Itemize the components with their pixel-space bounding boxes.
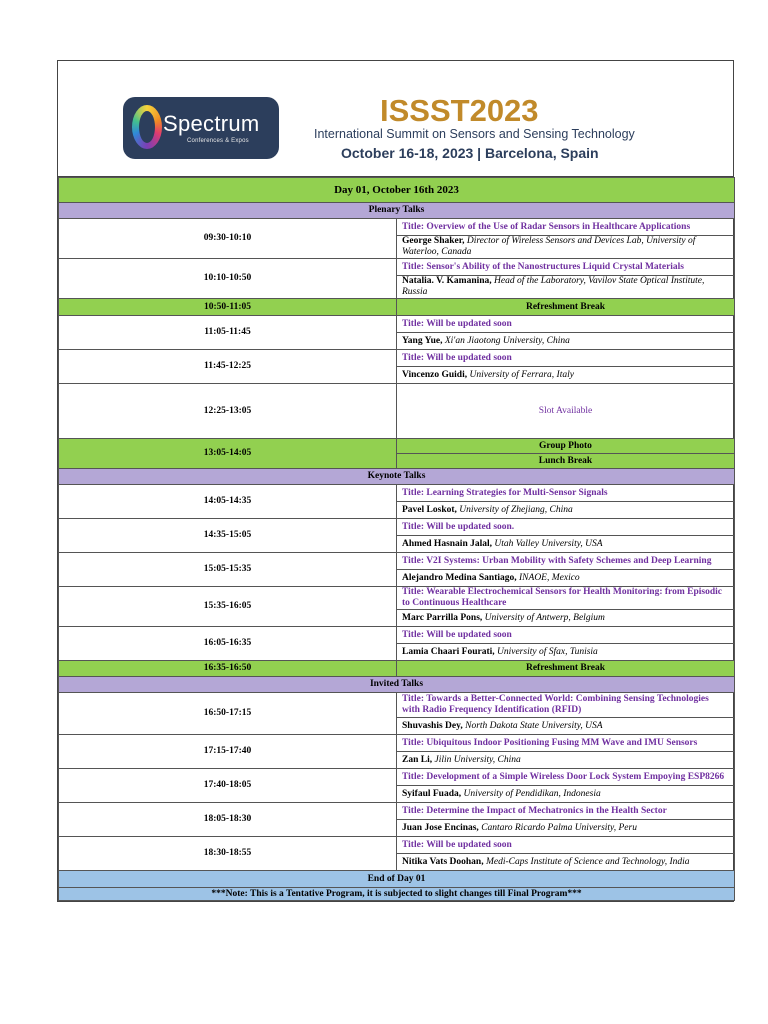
talk-title: Title: Development of a Simple Wireless Door Lock System Empoying ESP8266: [397, 769, 735, 786]
table-row: [59, 519, 735, 536]
speaker-cell: [397, 276, 735, 299]
speaker-name: Syifaul Fuada,: [402, 788, 462, 799]
talk-title: Title: Will be updated soon: [397, 837, 735, 854]
time-cell: 11:05-11:45: [59, 316, 397, 350]
speaker-affiliation: University of Pendidikan, Indonesia: [463, 788, 601, 799]
slot-row: [59, 384, 735, 439]
talk-title: Title: Will be updated soon: [397, 350, 735, 367]
talk-title: Title: Learning Strategies for Multi-Sensor Signals: [397, 485, 735, 502]
speaker-cell: [397, 718, 735, 735]
time-cell: 17:15-17:40: [59, 735, 397, 769]
time-cell: 18:30-18:55: [59, 837, 397, 871]
time-cell: 11:45-12:25: [59, 350, 397, 384]
break-row: [59, 299, 735, 316]
speaker-cell: [397, 236, 735, 259]
speaker-name: Marc Parrilla Pons,: [402, 612, 483, 623]
conference-date: October 16-18, 2023 | Barcelona, Spain: [341, 145, 599, 161]
time-cell: 14:05-14:35: [59, 485, 397, 519]
table-row: [59, 693, 735, 718]
time-cell: 16:50-17:15: [59, 693, 397, 735]
speaker-cell: [397, 786, 735, 803]
speaker-name: Vincenzo Guidi,: [402, 369, 468, 380]
speaker-cell: [397, 752, 735, 769]
speaker-affiliation: INAOE, Mexico: [519, 572, 580, 583]
schedule-table: [58, 177, 735, 901]
time-cell: 16:35-16:50: [59, 661, 397, 677]
note-row: [59, 888, 735, 901]
speaker-affiliation: Cantaro Ricardo Palma University, Peru: [481, 822, 637, 833]
table-row: [59, 316, 735, 333]
keynote-heading: Keynote Talks: [59, 469, 735, 485]
break-label: Refreshment Break: [397, 299, 735, 316]
speaker-affiliation: Xi'an Jiaotong University, China: [444, 335, 570, 346]
time-cell: 10:10-10:50: [59, 259, 397, 299]
table-row: [59, 587, 735, 610]
speaker-name: Ahmed Hasnain Jalal,: [402, 538, 493, 549]
table-row: [59, 735, 735, 752]
speaker-name: Yang Yue,: [402, 335, 443, 346]
conference-title: ISSST2023: [380, 93, 539, 128]
talk-title: Title: Will be updated soon: [397, 316, 735, 333]
time-cell: 15:05-15:35: [59, 553, 397, 587]
speaker-affiliation: Director of Wireless Sensors and Devices Lab, University of Waterloo, Canada: [402, 236, 696, 257]
speaker-name: Shuvashis Dey,: [402, 720, 463, 731]
speaker-cell: [397, 820, 735, 837]
speaker-cell: [397, 333, 735, 350]
table-row: [59, 350, 735, 367]
header: [58, 61, 733, 177]
day-heading: Day 01, October 16th 2023: [59, 178, 735, 203]
speaker-cell: [397, 610, 735, 627]
slot-label: Slot Available: [397, 384, 735, 439]
logo-subtext: Conferences & Expos: [187, 138, 249, 144]
talk-title: Title: Towards a Better-Connected World: Combining Sensing Technologies with Radio Frequency Identification (RFID): [397, 693, 735, 718]
break-label: Refreshment Break: [397, 661, 735, 677]
speaker-cell: [397, 854, 735, 871]
time-cell: 15:35-16:05: [59, 587, 397, 627]
speaker-cell: [397, 536, 735, 553]
program-page: [57, 60, 734, 902]
time-cell: 09:30-10:10: [59, 219, 397, 259]
break-row: [59, 661, 735, 677]
time-cell: 13:05-14:05: [59, 439, 397, 469]
speaker-cell: [397, 644, 735, 661]
lunch-row: [59, 439, 735, 454]
speaker-affiliation: University of Antwerp, Belgium: [484, 612, 605, 623]
group-photo-label: Group Photo: [397, 439, 735, 454]
end-row: [59, 871, 735, 888]
spectrum-logo-icon: [132, 105, 162, 149]
time-cell: 16:05-16:35: [59, 627, 397, 661]
table-row: [59, 259, 735, 276]
conference-subtitle: International Summit on Sensors and Sensing Technology: [314, 127, 635, 141]
speaker-affiliation: Jilin University, China: [434, 754, 521, 765]
logo-text: Spectrum: [163, 111, 260, 136]
speaker-name: Pavel Loskot,: [402, 504, 457, 515]
table-row: [59, 219, 735, 236]
section-row: [59, 203, 735, 219]
day-row: [59, 178, 735, 203]
speaker-name: Lamia Chaari Fourati,: [402, 646, 495, 657]
speaker-name: Alejandro Medina Santiago,: [402, 572, 517, 583]
section-row: [59, 677, 735, 693]
time-cell: 17:40-18:05: [59, 769, 397, 803]
speaker-name: Zan Li,: [402, 754, 433, 765]
table-row: [59, 485, 735, 502]
speaker-cell: [397, 502, 735, 519]
speaker-affiliation: Utah Valley University, USA: [494, 538, 603, 549]
table-row: [59, 803, 735, 820]
talk-title: Title: Ubiquitous Indoor Positioning Fusing MM Wave and IMU Sensors: [397, 735, 735, 752]
talk-title: Title: Determine the Impact of Mechatronics in the Health Sector: [397, 803, 735, 820]
speaker-affiliation: University of Sfax, Tunisia: [497, 646, 598, 657]
lunch-label: Lunch Break: [397, 454, 735, 469]
tentative-note: ***Note: This is a Tentative Program, it is subjected to slight changes till Final Program***: [59, 888, 735, 901]
end-of-day: End of Day 01: [59, 871, 735, 888]
time-cell: 10:50-11:05: [59, 299, 397, 316]
speaker-affiliation: University of Zhejiang, China: [459, 504, 573, 515]
speaker-affiliation: North Dakota State University, USA: [465, 720, 603, 731]
table-row: [59, 837, 735, 854]
speaker-affiliation: University of Ferrara, Italy: [469, 369, 574, 380]
talk-title: Title: Will be updated soon: [397, 627, 735, 644]
speaker-affiliation: Medi-Caps Institute of Science and Technology, India: [485, 856, 690, 867]
talk-title: Title: Wearable Electrochemical Sensors for Health Monitoring: from Episodic to Continuous Healthcare: [397, 587, 735, 610]
speaker-cell: [397, 570, 735, 587]
speaker-name: Natalia. V. Kamanina,: [402, 276, 492, 286]
time-cell: 12:25-13:05: [59, 384, 397, 439]
talk-title: Title: Overview of the Use of Radar Sensors in Healthcare Applications: [397, 219, 735, 236]
time-cell: 18:05-18:30: [59, 803, 397, 837]
section-row: [59, 469, 735, 485]
speaker-affiliation: Head of the Laboratory, Vavilov State Optical Institute, Russia: [402, 276, 705, 297]
speaker-name: Nitika Vats Doohan,: [402, 856, 484, 867]
table-row: [59, 553, 735, 570]
speaker-cell: [397, 367, 735, 384]
table-row: [59, 627, 735, 644]
speaker-name: George Shaker,: [402, 236, 465, 246]
time-cell: 14:35-15:05: [59, 519, 397, 553]
talk-title: Title: V2I Systems: Urban Mobility with Safety Schemes and Deep Learning: [397, 553, 735, 570]
plenary-heading: Plenary Talks: [59, 203, 735, 219]
talk-title: Title: Sensor's Ability of the Nanostructures Liquid Crystal Materials: [397, 259, 735, 276]
invited-heading: Invited Talks: [59, 677, 735, 693]
speaker-name: Juan Jose Encinas,: [402, 822, 479, 833]
spectrum-logo: [123, 97, 279, 159]
table-row: [59, 769, 735, 786]
talk-title: Title: Will be updated soon.: [397, 519, 735, 536]
